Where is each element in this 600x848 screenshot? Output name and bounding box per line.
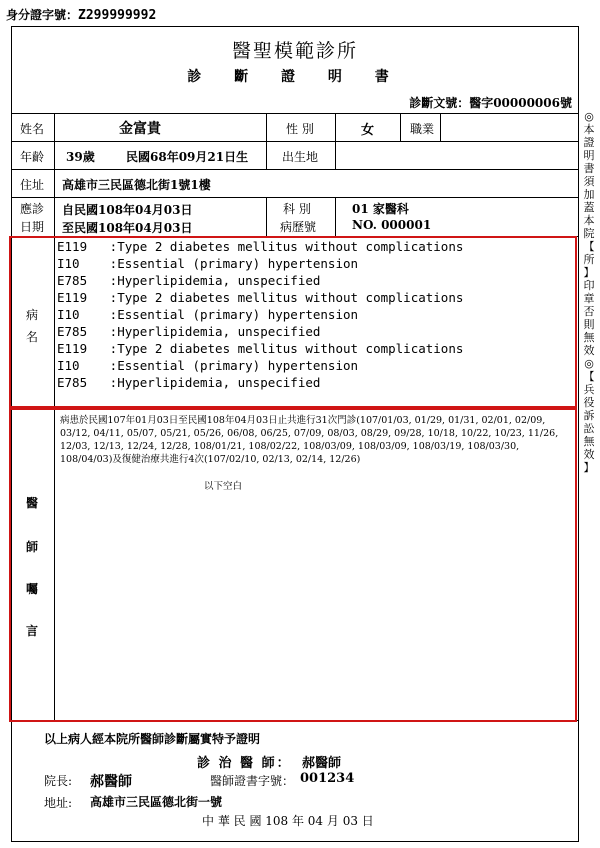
document-number: 診斷文號：醫字00000006號	[409, 96, 572, 110]
side-char: 訴	[583, 409, 595, 422]
side-char: 否	[583, 305, 595, 318]
side-char: 須	[583, 175, 595, 188]
visit-to: 至民國108年04月03日	[62, 221, 193, 235]
grid-line	[11, 141, 579, 142]
dept-value: 01 家醫科	[352, 202, 409, 216]
patient-name: 金富貴	[119, 121, 161, 137]
remarks-label-char: 言	[26, 624, 39, 638]
grid-line	[335, 197, 336, 236]
clinic-address: 高雄市三民區德北街一號	[90, 795, 223, 809]
side-char: 效	[583, 448, 595, 461]
side-char: ◎	[584, 110, 594, 123]
record-number: NO. 000001	[352, 218, 432, 232]
side-char: 】	[583, 266, 595, 279]
director-label: 院長:	[44, 774, 73, 788]
id-number: Z299999992	[78, 8, 157, 23]
side-char: 蓋	[583, 201, 595, 214]
patient-dob: 民國68年09月21日生	[126, 150, 249, 164]
remarks-label-char: 師	[26, 540, 39, 554]
diagnosis-line: E119 :Type 2 diabetes mellitus without complications	[57, 290, 464, 305]
diagnosis-list	[57, 238, 463, 391]
visit-label-2: 日期	[20, 220, 45, 234]
license-number: 001234	[300, 771, 355, 786]
clinic-address-label: 地址:	[44, 796, 73, 810]
grid-line	[440, 113, 441, 141]
side-char: 加	[583, 188, 595, 201]
grid-line	[11, 197, 579, 198]
id-label: 身分證字號：	[6, 8, 79, 22]
side-char: 本	[583, 123, 595, 136]
side-char: 證	[583, 136, 595, 149]
side-char: 【	[583, 240, 595, 253]
diagnosis-line: E785 :Hyperlipidemia, unspecified	[57, 375, 321, 390]
side-char: ◎	[584, 357, 594, 370]
physician-name: 郝醫師	[302, 756, 342, 771]
diagnosis-line: I10 :Essential (primary) hypertension	[57, 307, 359, 322]
side-char: 章	[583, 292, 595, 305]
diagnosis-label-char: 病	[26, 308, 39, 322]
grid-line	[11, 113, 579, 114]
diagnosis-line: E785 :Hyperlipidemia, unspecified	[57, 273, 321, 288]
age-label: 年齡	[20, 150, 45, 164]
diagnosis-line: I10 :Essential (primary) hypertension	[57, 358, 359, 373]
director-name: 郝醫師	[90, 774, 132, 790]
grid-line	[400, 113, 401, 141]
issue-date: 中 華 民 國 108 年 04 月 03 日	[202, 814, 374, 828]
side-char: 則	[583, 318, 595, 331]
id-number-line	[6, 6, 156, 23]
birthplace-label: 出生地	[282, 150, 319, 164]
physician-label: 診 治 醫 師：	[197, 756, 292, 771]
clinic-name: 醫聖模範診所	[231, 40, 358, 62]
patient-address: 高雄市三民區德北街1號1樓	[62, 178, 211, 192]
remarks-label-char: 醫	[26, 496, 39, 510]
visit-from: 自民國108年04月03日	[62, 203, 193, 217]
side-char: 兵	[583, 383, 595, 396]
diagnosis-line: E785 :Hyperlipidemia, unspecified	[57, 324, 321, 339]
side-char: 院	[583, 227, 595, 240]
diagnosis-line: I10 :Essential (primary) hypertension	[57, 256, 359, 271]
side-char: 無	[583, 435, 595, 448]
name-label: 姓名	[20, 122, 45, 136]
patient-sex: 女	[361, 123, 375, 138]
diagnosis-label-char: 名	[26, 330, 39, 344]
patient-age: 39歲	[66, 150, 95, 164]
grid-line	[335, 141, 336, 169]
side-char: 無	[583, 331, 595, 344]
occupation-label: 職業	[410, 122, 435, 136]
side-char: 】	[583, 461, 595, 474]
side-char: 本	[583, 214, 595, 227]
blank-note: 以下空白	[204, 481, 243, 492]
side-char: 役	[583, 396, 595, 409]
grid-line	[335, 113, 336, 141]
remarks-text: 病患於民國107年01月03日至民國108年04月03日止共進行31次門診(107/01/03, 01/29, 01/31, 02/01, 02/09, 03/12, 04/11, 05/07, 05/21, 05/26, 06/08, 06/25, 07/09, 08/03, 08/29, 09/28, 10/18, 10/22, 10/23, 11/26, 12/03, 12/13, 12/24, 12/28, 108/01/21, 108/02/22, 108/03/09, 108/03/09, 108/03/19, 108/03/30, 108/04/03)及復健治療共進行4次(107/02/10, 02/13, 02/14, 12/26)	[60, 415, 559, 465]
grid-line	[266, 141, 267, 169]
grid-line	[266, 197, 267, 236]
side-char: 【	[583, 370, 595, 383]
side-char: 明	[583, 149, 595, 162]
visit-label-1: 應診	[20, 202, 45, 216]
sex-label: 性 別	[286, 122, 314, 136]
document-title: 診 斷 證 明 書	[187, 69, 403, 85]
dept-label: 科 別	[283, 202, 311, 216]
address-label: 住址	[20, 178, 45, 192]
side-char: 印	[583, 279, 595, 292]
grid-line	[11, 169, 579, 170]
certify-statement: 以上病人經本院所醫師診斷屬實特予證明	[44, 732, 261, 746]
diagnosis-line: E119 :Type 2 diabetes mellitus without complications	[57, 341, 464, 356]
diagnosis-line: E119 :Type 2 diabetes mellitus without complications	[57, 239, 464, 254]
license-label: 醫師證書字號：	[210, 774, 295, 788]
side-note	[582, 110, 596, 474]
side-char: 所	[583, 253, 595, 266]
record-label: 病歷號	[280, 220, 317, 234]
side-char: 書	[583, 162, 595, 175]
side-char: 效	[583, 344, 595, 357]
remarks-label-char: 囑	[26, 582, 39, 596]
grid-line	[266, 113, 267, 141]
side-char: 訟	[583, 422, 595, 435]
